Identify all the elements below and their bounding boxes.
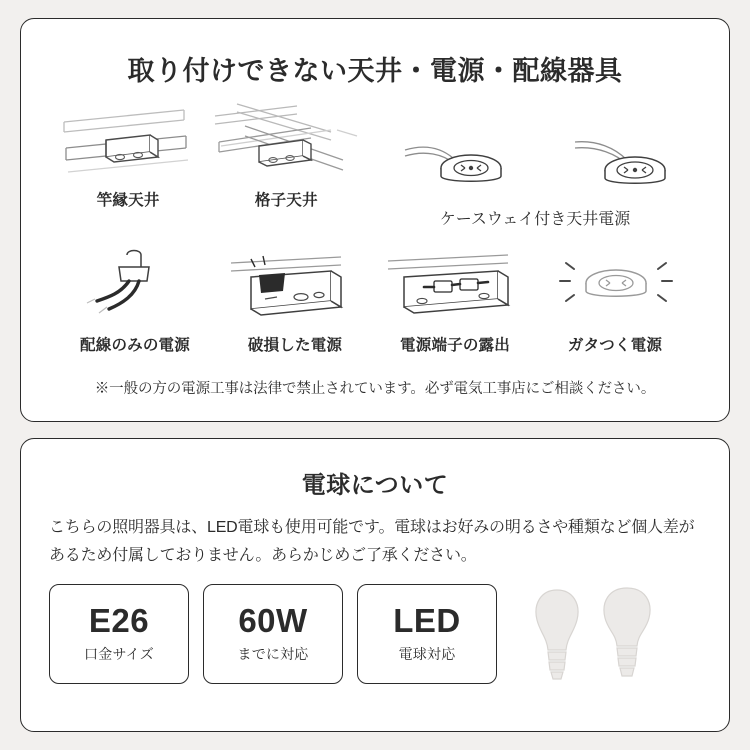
bulb-info-card xyxy=(20,438,730,732)
sao-buchi-ceiling-icon xyxy=(49,102,207,180)
exposed-terminal-icon xyxy=(375,247,535,325)
wire-only-power-icon xyxy=(55,247,215,325)
lattice-ceiling-icon xyxy=(207,102,365,180)
spec-main-value: E26 xyxy=(88,602,150,640)
ceiling-items-row-1 xyxy=(49,102,701,210)
power-item-wire-only xyxy=(55,247,215,355)
wobbly-power-icon xyxy=(535,247,695,325)
ceiling-item-caption: ケースウェイ付き天井電源 xyxy=(439,211,631,228)
ceiling-warning-card xyxy=(20,18,730,422)
spec-box-wattage xyxy=(203,584,343,684)
power-item-caption: 配線のみの電源 xyxy=(80,337,190,354)
spec-sub-label: 口金サイズ xyxy=(84,645,154,662)
bulb-spec-list xyxy=(49,582,701,686)
bulb-description: こちらの照明器具は、LED電球も使用可能です。電球はお好みの明るさや種類など個人差があるため付属しておりません。あらかじめご了承ください。 xyxy=(49,519,695,564)
caseway-ceiling-power-icon-2 xyxy=(571,132,701,210)
spec-sub-label: までに対応 xyxy=(237,645,309,662)
power-item-exposed-terminal xyxy=(375,247,535,355)
spec-main-value: LED xyxy=(393,602,461,640)
spec-box-socket-size xyxy=(49,584,189,684)
caseway-caption-wrap xyxy=(49,206,701,229)
ceiling-items-row-2 xyxy=(49,247,701,355)
led-bulb-icon xyxy=(595,582,659,686)
power-item-caption: 電源端子の露出 xyxy=(400,337,510,354)
incandescent-bulb-icon xyxy=(525,582,589,686)
power-item-broken xyxy=(215,247,375,355)
electrical-work-note: ※一般の方の電源工事は法律で禁止されています。必ず電気工事店にご相談ください。 xyxy=(94,381,656,397)
ceiling-item-lattice xyxy=(207,102,365,210)
ceiling-item-caption: 竿縁天井 xyxy=(96,192,160,209)
spec-sub-label: 電球対応 xyxy=(398,645,456,662)
ceiling-item-caption: 格子天井 xyxy=(254,192,318,209)
caseway-ceiling-power-icon xyxy=(365,132,571,210)
power-item-caption: 破損した電源 xyxy=(247,337,343,354)
ceiling-item-sao-buchi xyxy=(49,102,207,210)
bulb-illustrations xyxy=(525,582,659,686)
ceiling-item-caseway-b xyxy=(571,132,701,210)
power-item-caption: ガタつく電源 xyxy=(567,337,663,354)
ceiling-item-caseway-a xyxy=(365,132,571,210)
spec-box-led xyxy=(357,584,497,684)
spec-main-value: 60W xyxy=(238,602,308,640)
bulb-section-title: 電球について xyxy=(301,472,449,499)
ceiling-section-title: 取り付けできない天井・電源・配線器具 xyxy=(127,56,623,86)
power-item-wobbly xyxy=(535,247,695,355)
broken-power-icon xyxy=(215,247,375,325)
